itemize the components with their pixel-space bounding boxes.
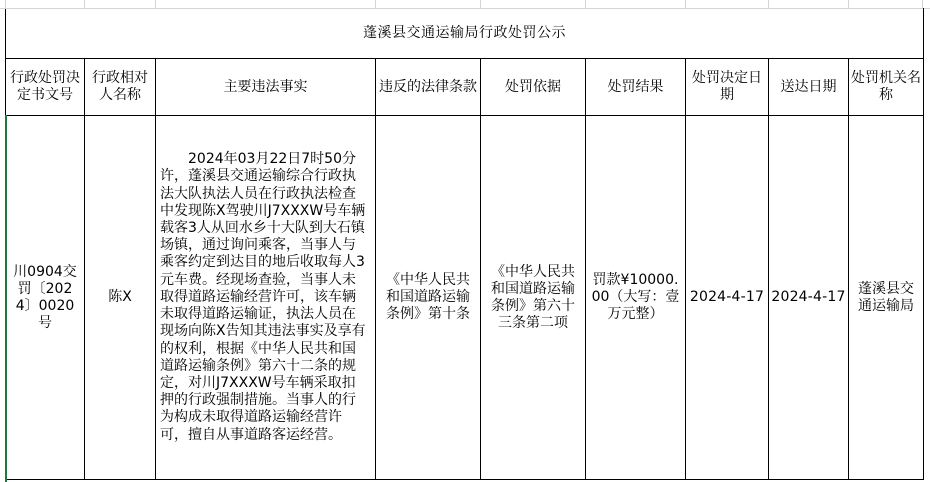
- header-party[interactable]: 行政相对人名称: [85, 59, 156, 116]
- cell-facts[interactable]: 2024年03月22日7时50分许，蓬溪县交通运输综合行政执法大队执法人员在行政执法检查中发现陈X驾驶川J7XXXW号车辆载客3人从回水乡十大队到大石镇场镇，通过询问乘客，当事人与乘客约定到达目的地后收取每人3元车费。经现场查验，当事人未取得道路运输经营许可，该车辆未取得道路运输证，执法人员在现场向陈X告知其违法事实及享有的权利，根据《中华人民共和国道路运输条例》第六十二条的规定，对川J7XXXW号车辆采取扣押的行政强制措施。当事人的行为构成未取得道路运输经营许可，擅自从事道路客运经营。: [156, 116, 376, 480]
- header-row: [6, 59, 924, 116]
- header-violated-law[interactable]: 违反的法律条款: [376, 59, 481, 116]
- header-doc-no[interactable]: 行政处罚决定书文号: [6, 59, 85, 116]
- cell-party[interactable]: 陈X: [85, 116, 156, 480]
- cell-authority[interactable]: 蓬溪县交通运输局: [849, 116, 924, 480]
- header-decision-date[interactable]: 处罚决定日期: [686, 59, 769, 116]
- cell-doc-no[interactable]: 川0904交罚〔2024〕0020号: [6, 116, 85, 480]
- header-facts[interactable]: 主要违法事实: [156, 59, 376, 116]
- header-authority[interactable]: 处罚机关名称: [849, 59, 924, 116]
- cell-basis[interactable]: 《中华人民共和国道路运输条例》第六十三条第二项: [481, 116, 586, 480]
- cell-delivery-date[interactable]: 2024-4-17: [769, 116, 849, 480]
- notice-title[interactable]: 蓬溪县交通运输局行政处罚公示: [6, 9, 924, 59]
- cell-result[interactable]: 罚款¥10000.00（大写：壹万元整）: [586, 116, 686, 480]
- header-result[interactable]: 处罚结果: [586, 59, 686, 116]
- cell-violated-law[interactable]: 《中华人民共和国道路运输条例》第十条: [376, 116, 481, 480]
- table-row: [6, 116, 924, 480]
- cell-decision-date[interactable]: 2024-4-17: [686, 116, 769, 480]
- active-row-indicator: [5, 115, 7, 482]
- header-delivery-date[interactable]: 送达日期: [769, 59, 849, 116]
- penalty-notice-table: [5, 8, 924, 480]
- header-basis[interactable]: 处罚依据: [481, 59, 586, 116]
